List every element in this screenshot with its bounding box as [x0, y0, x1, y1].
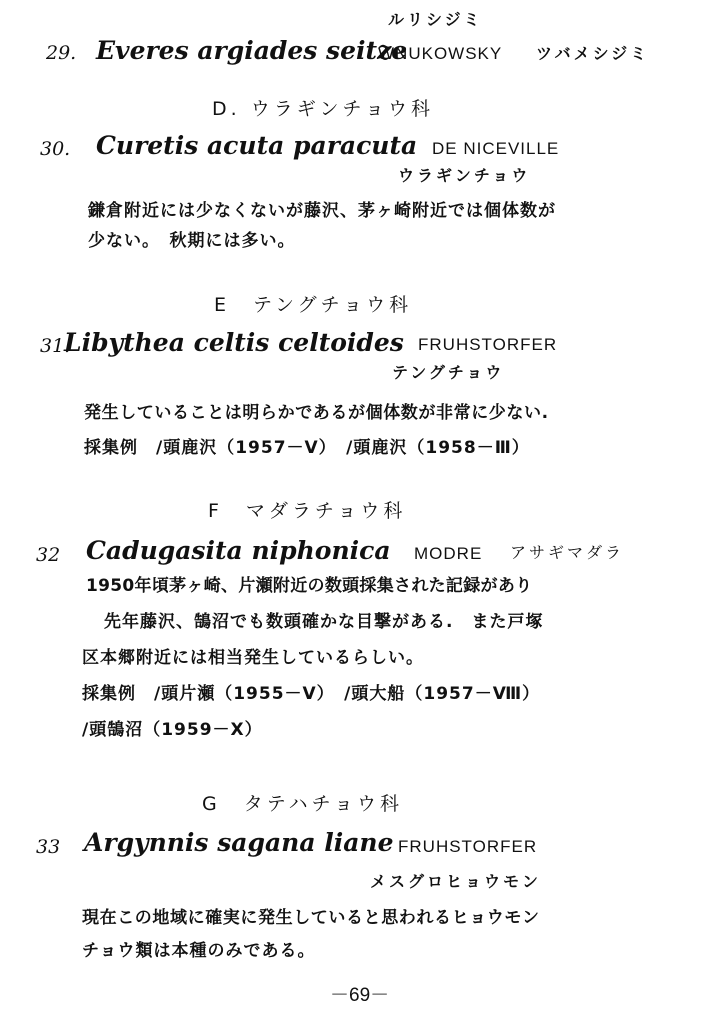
- scientific-name-33: Argynnis sagana liane: [84, 828, 394, 857]
- description-line: 発生していることは明らかであるが個体数が非常に少ない.: [84, 403, 549, 423]
- description-line: 少ない。 秋期には多い。: [88, 231, 296, 251]
- author-name-33: FRUHSTORFER: [398, 837, 538, 856]
- collection-record: 採集例 /頭片瀬（1955－Ⅴ） /頭大船（1957－Ⅷ）: [82, 684, 541, 704]
- entry-number-29: 29.: [46, 42, 77, 64]
- family-heading-e: E テングチョウ科: [214, 294, 413, 316]
- description-line: 1950年頃茅ヶ崎、片瀬附近の数頭採集された記録があり: [86, 576, 533, 596]
- collection-record: 採集例 /頭鹿沢（1957－Ⅴ） /頭鹿沢（1958－Ⅲ）: [84, 438, 530, 458]
- author-name-32: MODRE: [414, 544, 483, 563]
- japanese-name-33: メスグロヒョウモン: [370, 872, 542, 891]
- entry-number-30: 30.: [40, 138, 71, 160]
- family-heading-d: D. ウラギンチョウ科: [212, 98, 434, 120]
- description-line: 鎌倉附近には少なくないが藤沢、茅ヶ崎附近では個体数が: [88, 201, 556, 221]
- description-line: 現在この地域に確実に発生していると思われるヒョウモン: [82, 908, 540, 928]
- description-line: チョウ類は本種のみである。: [82, 941, 316, 961]
- scientific-name-31: Libythea celtis celtoides: [64, 328, 404, 357]
- japanese-name-29: ツバメシジミ: [536, 44, 650, 63]
- japanese-name-32: アサギマダラ: [510, 543, 625, 562]
- entry-number-32: 32: [36, 544, 61, 566]
- scientific-name-32: Cadugasita niphonica: [86, 536, 391, 565]
- scientific-name-30: Curetis acuta paracuta: [96, 131, 418, 160]
- family-heading-f: F マダラチョウ科: [208, 500, 407, 522]
- japanese-name-31: テングチョウ: [392, 363, 505, 382]
- description-line: 先年藤沢、鵠沼でも数頭確かな目撃がある. また戸塚: [104, 612, 544, 632]
- family-heading-g: G タテハチョウ科: [202, 793, 404, 815]
- author-name-29: WNUKOWSKY: [378, 44, 503, 63]
- author-name-31: FRUHSTORFER: [418, 335, 558, 354]
- page-number: －69－: [330, 985, 390, 1006]
- description-line: 区本郷附近には相当発生しているらしい。: [82, 648, 424, 668]
- collection-record: /頭鵠沼（1959－Ⅹ）: [82, 720, 263, 740]
- species-japanese-name: ルリシジミ: [388, 10, 483, 29]
- japanese-name-30: ウラギンチョウ: [398, 166, 531, 185]
- author-name-30: DE NICEVILLE: [432, 139, 560, 158]
- entry-number-31: 31.: [40, 335, 71, 357]
- entry-number-33: 33: [36, 836, 61, 858]
- scientific-name-29: Everes argiades seitze: [96, 36, 408, 65]
